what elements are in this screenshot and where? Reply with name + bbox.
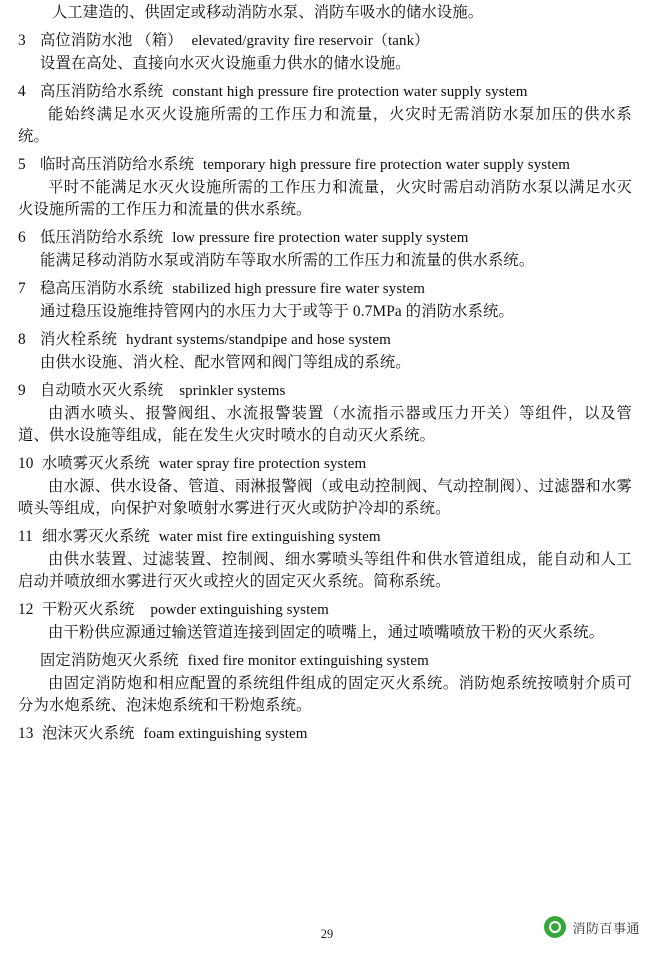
term-number: 5: [18, 155, 26, 173]
term-chinese: 高位消防水池 （箱）: [40, 31, 183, 49]
term-english: low pressure fire protection water supply system: [172, 229, 469, 246]
term-definition: 能满足移动消防水泵或消防车等取水所需的工作压力和流量的供水系统。: [40, 251, 535, 269]
term-heading: [18, 81, 632, 103]
term-number: 12: [18, 600, 34, 618]
term-chinese: 临时高压消防给水系统: [40, 155, 194, 173]
term-entry: [18, 644, 632, 717]
term-number: 3: [18, 31, 26, 49]
term-heading: [18, 526, 632, 548]
term-entry: [18, 520, 632, 593]
term-entry: [18, 24, 632, 75]
term-number: 13: [18, 724, 34, 742]
term-definition: 由固定消防炮和相应配置的系统组件组成的固定灭火系统。消防炮系统按喷射介质可分为水炮系统、泡沫炮系统和干粉炮系统。: [18, 674, 632, 714]
term-heading: [18, 227, 632, 249]
term-english: powder extinguishing system: [150, 601, 329, 618]
term-heading: [18, 30, 632, 52]
term-entry: [18, 323, 632, 374]
term-number: 4: [18, 82, 26, 100]
term-chinese: 低压消防给水系统: [40, 228, 164, 246]
term-definition: 设置在高处、直接向水灭火设施重力供水的储水设施。: [40, 54, 411, 72]
term-english: sprinkler systems: [179, 382, 286, 399]
term-chinese: 消火栓系统: [40, 330, 117, 348]
watermark-logo: [544, 916, 640, 938]
term-chinese: 稳高压消防水系统: [40, 279, 164, 297]
term-english: temporary high pressure fire protection water supply system: [202, 156, 571, 173]
term-definition: 能始终满足水灭火设施所需的工作压力和流量，火灾时无需消防水泵加压的供水系统。: [18, 105, 632, 145]
term-definition: 通过稳压设施维持管网内的水压力大于或等于 0.7MPa 的消防水系统。: [40, 302, 514, 320]
term-definition: 由供水装置、过滤装置、控制阀、细水雾喷头等组件和供水管道组成，能自动和人工启动并喷放细水雾进行灭火或控火的固定灭火系统。简称系统。: [18, 550, 632, 590]
term-chinese: 水喷雾灭火系统: [42, 454, 150, 472]
circle-badge-icon: [544, 916, 566, 938]
term-english: water spray fire protection system: [158, 455, 367, 472]
term-definition: 由干粉供应源通过输送管道连接到固定的喷嘴上，通过喷嘴喷放干粉的灭火系统。: [48, 623, 605, 641]
term-number: 6: [18, 228, 26, 246]
term-entry: [18, 148, 632, 221]
watermark-label: 消防百事通: [572, 920, 640, 936]
term-heading: [18, 278, 632, 300]
term-heading: [18, 723, 632, 745]
term-number: 9: [18, 381, 26, 399]
term-english: elevated/gravity fire reservoir（tank）: [191, 32, 430, 49]
term-heading: [40, 650, 632, 672]
term-number: 8: [18, 330, 26, 348]
term-definition: 由水源、供水设备、管道、雨淋报警阀（或电动控制阀、气动控制阀）、过滤器和水雾喷头等组成，向保护对象喷射水雾进行灭火或防护冷却的系统。: [18, 477, 632, 517]
term-english: water mist fire extinguishing system: [158, 528, 381, 545]
term-heading: [18, 329, 632, 351]
term-english: stabilized high pressure fire water system: [172, 280, 426, 297]
term-number: 10: [18, 454, 34, 472]
term-chinese: 细水雾灭火系统: [42, 527, 150, 545]
term-entry: [18, 447, 632, 520]
term-chinese: 自动喷水灭火系统: [40, 381, 164, 399]
term-entry: [18, 272, 632, 323]
term-definition: 由洒水喷头、报警阀组、水流报警装置（水流指示器或压力开关）等组件，以及管道、供水设施等组成，能在发生火灾时喷水的自动灭火系统。: [18, 404, 632, 444]
term-entry: [18, 221, 632, 272]
term-definition: 由供水设施、消火栓、配水管网和阀门等组成的系统。: [40, 353, 411, 371]
term-definition: 平时不能满足水灭火设施所需的工作压力和流量，火灾时需启动消防水泵以满足水灭火设施所需的工作压力和流量的供水系统。: [18, 178, 632, 218]
term-heading: [18, 599, 632, 621]
term-entry: [18, 75, 632, 148]
term-entry: [18, 717, 632, 745]
term-heading: [18, 380, 632, 402]
term-entry: [18, 593, 632, 644]
term-chinese: 泡沫灭火系统: [42, 724, 135, 742]
term-chinese: 干粉灭火系统: [42, 600, 135, 618]
term-chinese: 固定消防炮灭火系统: [40, 651, 179, 669]
term-english: foam extinguishing system: [143, 725, 308, 742]
page-number: 29: [320, 927, 334, 941]
term-entry: [18, 374, 632, 447]
term-english: fixed fire monitor extinguishing system: [187, 652, 429, 669]
term-english: hydrant systems/standpipe and hose system: [126, 331, 391, 348]
term-english: constant high pressure fire protection water supply system: [172, 83, 528, 100]
continuation-paragraph: 人工建造的、供固定或移动消防水泵、消防车吸水的储水设施。: [52, 4, 484, 21]
term-number: 7: [18, 279, 26, 297]
term-chinese: 高压消防给水系统: [40, 82, 164, 100]
term-number: 11: [18, 527, 33, 545]
term-heading: [18, 453, 632, 475]
term-heading: [18, 154, 632, 176]
